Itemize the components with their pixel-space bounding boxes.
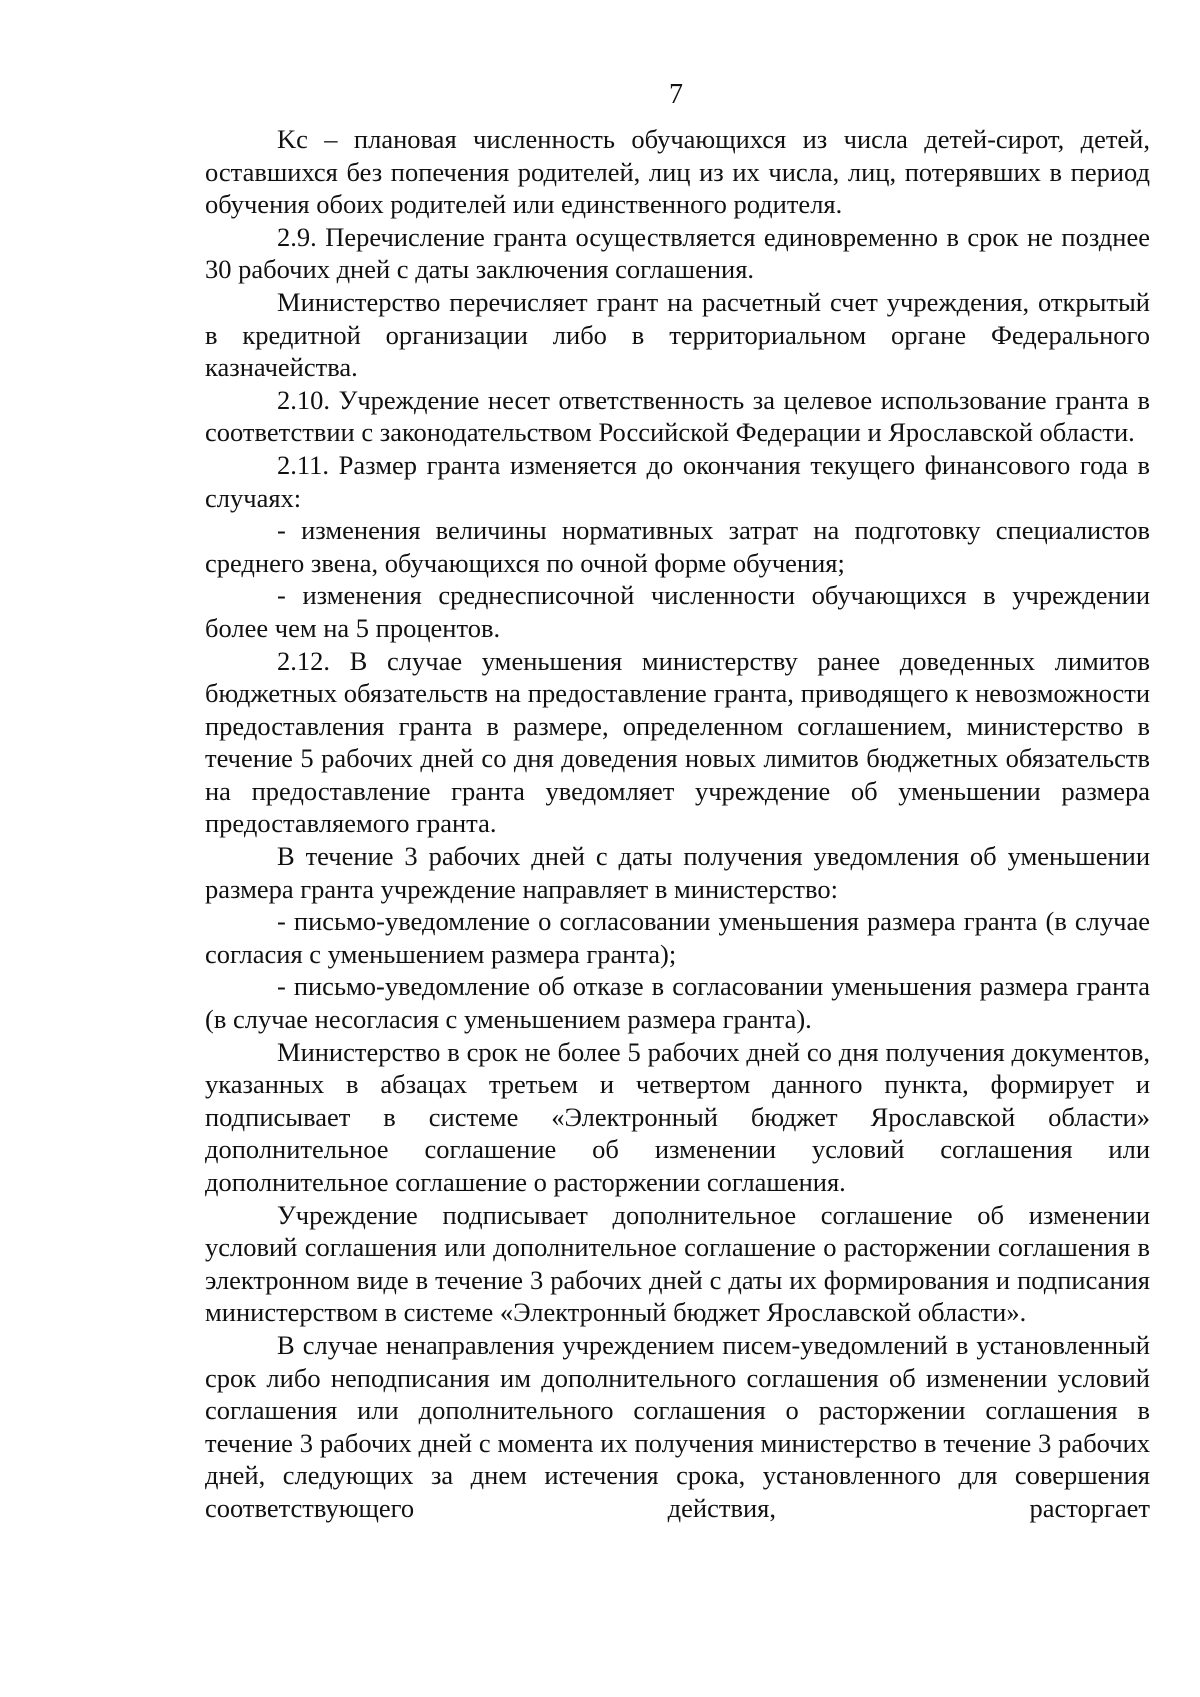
page-number: 7 [669, 79, 683, 110]
list-item-average-headcount: - изменения среднесписочной численности обучающихся в учреждении более чем на 5 процентов. [205, 580, 1150, 643]
document-body [205, 123, 1150, 1525]
paragraph-institution-signs: Учреждение подписывает дополнительное соглашение об изменении условий соглашения или дополнительное соглашение о расторжении соглашения в электронном виде в течение 3 рабочих дней с даты их формирования и подписания министерством в системе «Электронный бюджет Ярославской области». [205, 1199, 1150, 1328]
paragraph-grant-transfer: Министерство перечисляет грант на расчетный счет учреждения, открытый в кредитной организации либо в территориальном органе Федерального казначейства. [205, 286, 1150, 383]
paragraph-ministry-agreement: Министерство в срок не более 5 рабочих дней со дня получения документов, указанных в абзацах третьем и четвертом данного пункта, формирует и подписывает в системе «Электронный бюджет Ярославской области» дополнительное соглашение об изменении условий соглашения или дополнительное соглашение о расторжении соглашения. [205, 1036, 1150, 1197]
paragraph-termination: В случае ненаправления учреждением писем-уведомлений в установленный срок либо неподписания им дополнительного соглашения об изменении условий соглашения или дополнительного соглашения о расторжении соглашения в течение 3 рабочих дней с момента их получения министерство в течение 3 рабочих дней, следующих за днем истечения срока, установленного для совершения соответствующего действия, расторгает [205, 1329, 1150, 1523]
paragraph-2-10: 2.10. Учреждение несет ответственность за целевое использование гранта в соответствии с законодательством Российской Федерации и Ярославской области. [205, 384, 1150, 448]
paragraph-2-9: 2.9. Перечисление гранта осуществляется единовременно в срок не позднее 30 рабочих дней с даты заключения соглашения. [205, 221, 1150, 285]
paragraph-kc-definition: Kс – плановая численность обучающихся из числа детей-сирот, детей, оставшихся без попечения родителей, лиц из их числа, лиц, потерявших в период обучения обоих родителей или единственного родителя. [205, 124, 1150, 220]
paragraph-2-12: 2.12. В случае уменьшения министерству ранее доведенных лимитов бюджетных обязательств на предоставление гранта, приводящего к невозможности предоставления гранта в размере, определенном соглашением, министерство в течение 5 рабочих дней со дня доведения новых лимитов бюджетных обязательств на предоставление гранта уведомляет учреждение об уменьшении размера предоставляемого гранта. [205, 645, 1150, 839]
paragraph-2-11: 2.11. Размер гранта изменяется до окончания текущего финансового года в случаях: [205, 449, 1150, 513]
list-item-consent-letter: - письмо-уведомление о согласовании уменьшения размера гранта (в случае согласия с уменьшением размера гранта); [205, 906, 1150, 969]
list-item-normative-costs: - изменения величины нормативных затрат на подготовку специалистов среднего звена, обучающихся по очной форме обучения; [205, 515, 1150, 578]
paragraph-three-days-notice: В течение 3 рабочих дней с даты получения уведомления об уменьшении размера гранта учреждение направляет в министерство: [205, 841, 1150, 904]
list-item-refusal-letter: - письмо-уведомление об отказе в согласовании уменьшения размера гранта (в случае несогласия с уменьшением размера гранта). [205, 971, 1150, 1035]
